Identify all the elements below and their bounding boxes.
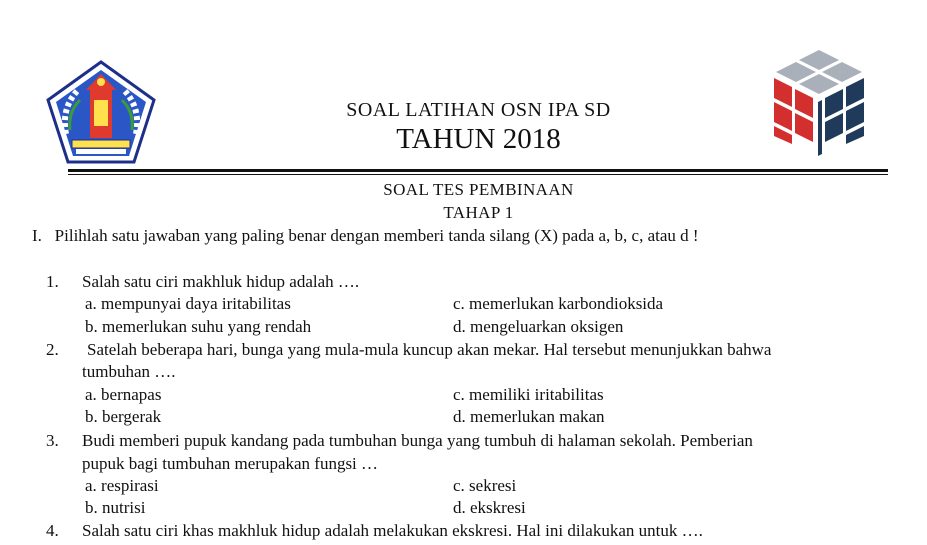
subheader-line-2: TAHAP 1 xyxy=(443,203,514,222)
title-line-2: TAHUN 2018 xyxy=(396,123,561,155)
instruction xyxy=(32,226,699,246)
question-4-number: 4. xyxy=(46,521,59,540)
title-line-1: SOAL LATIHAN OSN IPA SD xyxy=(346,99,611,121)
question-2-text-cont: tumbuhan …. xyxy=(82,362,176,381)
subheader-line-1: SOAL TES PEMBINAAN xyxy=(383,180,574,199)
instruction-number: I. xyxy=(32,226,42,245)
question-1-option-a[interactable]: a. mempunyai daya iritabilitas xyxy=(85,294,291,313)
question-2-option-c[interactable]: c. memiliki iritabilitas xyxy=(453,385,604,404)
question-1-text: Salah satu ciri makhluk hidup adalah …. xyxy=(82,272,360,291)
question-2-number: 2. xyxy=(46,340,59,359)
question-2-text: Satelah beberapa hari, bunga yang mula-mula kuncup akan mekar. Hal tersebut menunjukkan bahwa xyxy=(87,340,772,359)
header-divider-thin xyxy=(68,174,888,175)
question-3-option-c[interactable]: c. sekresi xyxy=(453,476,517,495)
question-3-number: 3. xyxy=(46,431,59,450)
question-2-option-b[interactable]: b. bergerak xyxy=(85,407,162,426)
question-3-option-a[interactable]: a. respirasi xyxy=(85,476,159,495)
question-2-option-d[interactable]: d. memerlukan makan xyxy=(453,407,605,426)
question-3-text-cont: pupuk bagi tumbuhan merupakan fungsi … xyxy=(82,454,379,473)
question-1-option-b[interactable]: b. memerlukan suhu yang rendah xyxy=(85,317,312,336)
question-3-text: Budi memberi pupuk kandang pada tumbuhan bunga yang tumbuh di halaman sekolah. Pemberian xyxy=(82,431,753,450)
question-1-option-d[interactable]: d. mengeluarkan oksigen xyxy=(453,317,624,336)
question-1-option-c[interactable]: c. memerlukan karbondioksida xyxy=(453,294,664,313)
instruction-text: Pilihlah satu jawaban yang paling benar dengan memberi tanda silang (X) pada a, b, c, atau d ! xyxy=(54,226,699,245)
question-4-text: Salah satu ciri khas makhluk hidup adalah melakukan ekskresi. Hal ini dilakukan untuk …. xyxy=(82,521,703,540)
question-1-number: 1. xyxy=(46,272,59,291)
question-2-option-a[interactable]: a. bernapas xyxy=(85,385,162,404)
header-divider-thick xyxy=(68,169,888,172)
question-3-option-b[interactable]: b. nutrisi xyxy=(85,498,146,517)
question-3-option-d[interactable]: d. ekskresi xyxy=(453,498,526,517)
